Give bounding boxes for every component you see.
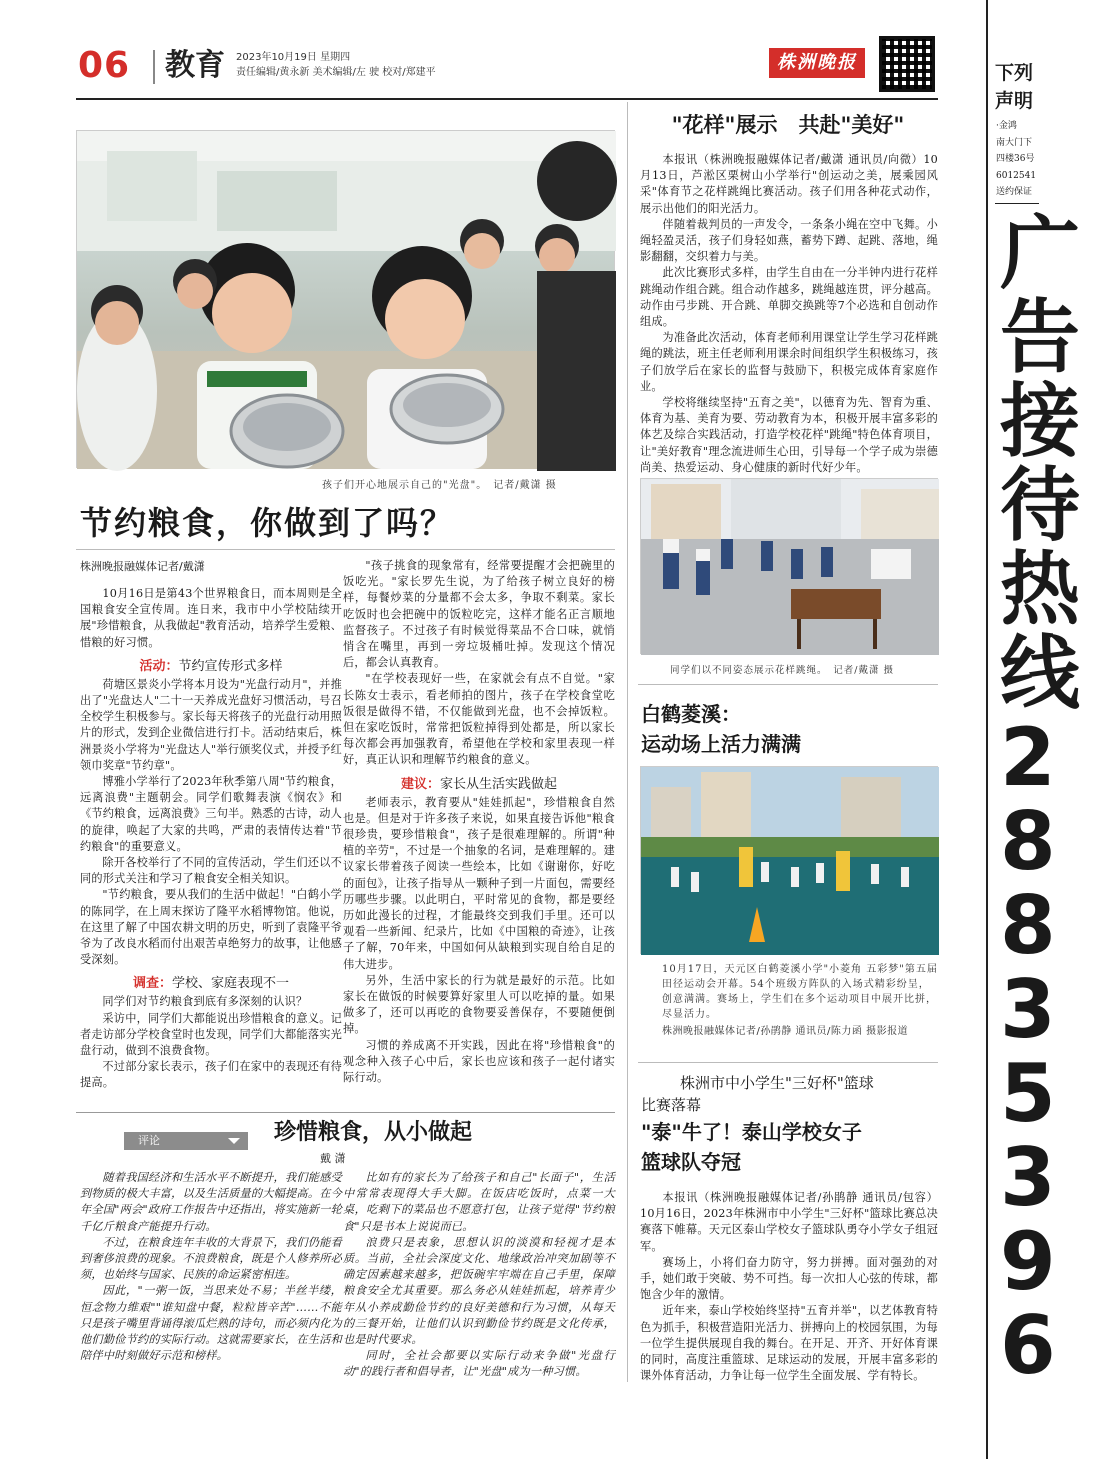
headline-rule <box>76 549 615 550</box>
commentary-tag <box>124 1132 248 1150</box>
paragraph: 学校将继续坚持"五育之美"，以德育为先、智育为重、体育为基、美育为要、劳动教育为本，积极开展丰富多彩的体艺及综合实践活动，打造学校花样"跳绳"特色体育项目，让"美好教育"理念流进师生心田，引导每一个学子成为崇德尚美、热爱运动、身心健康的新时代好少年。 <box>640 396 938 474</box>
edge-line-1: 下列 <box>995 62 1034 84</box>
ad-char: 5 <box>1000 1047 1056 1140</box>
ad-char: 广 <box>1000 207 1080 300</box>
paragraph: 赛场上，小将们奋力防守，努力拼搏。面对强劲的对手，她们敢于突破、势不可挡。每一次扣人心弦的传球，都饱含少年的激情。 <box>640 1255 938 1302</box>
paragraph: 习惯的养成离不开实践，因此在将"珍惜粮食"的观念种入孩子心中后，家长也应该和孩子一起付诸实际行动。 <box>343 1038 615 1085</box>
commentary-col2 <box>343 1170 615 1381</box>
subhead-text: 家长从生活实践做起 <box>440 776 558 792</box>
ad-char: 9 <box>1000 1215 1056 1308</box>
edge-small-text <box>996 118 1040 201</box>
flower-photo-caption: 同学们以不同姿态展示花样跳绳。 记者/戴潇 摄 <box>670 665 894 676</box>
editors-line: 责任编辑/黄永新 美术编辑/左 驶 校对/郑建平 <box>236 67 436 78</box>
paragraph: 老师表示，教育要从"娃娃抓起"，珍惜粮食自然也是。但是对于许多孩子来说，如果直接告诉他"粮食很珍贵，要珍惜粮食"，孩子是很难理解的。所谓"种植的辛劳"，不过是一个抽象的名词，是难理解的。建议家长带着孩子阅读一些绘本，比如《谢谢你，好吃的面包》，让孩子指导从一颗种子到一片面包，需要经历哪些步骤。以此明白，平时常见的食物，都是要经历如此漫长的过程，才能最终交到我们手里。还可以观看一些新闻、纪录片，比如《中国粮的奇迹》，让孩子了解，70年来，中国如何从缺粮到实现自给自足的伟大进步。 <box>343 795 615 971</box>
edge-small-line: 四楼36号 <box>996 154 1035 164</box>
edge-small-line: 6012541 <box>996 170 1037 181</box>
taishan-kicker-1: 株洲市中小学生"三好杯"篮球 <box>680 1074 874 1092</box>
page-edge-rule <box>986 0 988 1459</box>
children-bowls-illustration <box>77 131 616 469</box>
chevron-down-icon <box>228 1138 240 1144</box>
commentary-tag-label: 评论 <box>138 1134 160 1147</box>
paragraph: 10月16日是第43个世界粮食日，而本周则是全国粮食安全宣传周。连日来，我市中小学校陆续开展"珍惜粮食，从我做起"教育活动，培养学生爱粮、惜粮的好习惯。 <box>80 587 342 649</box>
main-byline: 株洲晚报融媒体记者/戴潇 <box>80 560 205 573</box>
paragraph: 浪费只是表象，思想认识的淡漠和轻视才是本质。当前，全社会深度文化、地缘政治冲突加剧等不确定因素越来越多，把饭碗牢牢端在自己手里，保障粮食安全尤其重要。那么务必从娃娃抓起，培养青少年从小养成勤俭节约的良好美德和行为习惯，从每天的三餐开始，让他们认识到勤俭节约既是文化传承，也是时代要求。 <box>343 1235 615 1347</box>
paragraph: 随着我国经济和生活水平不断提升，我们能感受到物质的极大丰富，以及生活质量的大幅提高。在今年全国"两会"政府工作报告中还指出，将实施新一轮千亿斤粮食产能提升行动。 <box>80 1171 342 1233</box>
ad-char: 2 <box>1000 711 1056 804</box>
qr-code-icon <box>879 36 935 92</box>
main-article-col2 <box>343 558 615 1086</box>
paper-logo: 株洲晚报 <box>769 48 865 78</box>
subhead-key: 建议： <box>400 776 440 792</box>
ad-char: 告 <box>1000 291 1080 384</box>
paragraph: "节约粮食，要从我们的生活中做起！"白鹤小学的陈同学，在上周末探访了隆平水稻博物馆。他说，在这里了解了中国农耕文明的历史，听到了袁隆平爷爷为了改良水稻而付出艰苦卓绝努力的故事，让他感受深刻。 <box>80 888 342 967</box>
baihe-photo-caption: 10月17日，天元区白鹤菱溪小学"小菱角 五彩梦"第五届田径运动会开幕。54个班级方阵队的入场式精彩纷呈，创意满满。赛场上，学生们在多个运动项目中展开比拼，尽显活力。 <box>662 964 938 1020</box>
ad-char: 8 <box>1000 795 1056 888</box>
paragraph: "孩子挑食的现象常有，经常要提醒才会把碗里的饭吃光。"家长罗先生说，为了给孩子树立良好的榜样，每餐炒菜的分量都不会太多，争取不剩菜。家长吃饭时也会把碗中的饭粒吃完，这样才能名正言顺地监督孩子。不过孩子有时候觉得菜品不合口味，就悄悄含在嘴里，再到一旁垃圾桶吐掉。发现这个情况后，都会认真教育。 <box>343 559 615 670</box>
ad-hotline <box>1000 207 1080 1392</box>
taishan-kicker-2: 比赛落幕 <box>641 1096 702 1114</box>
column-divider <box>627 102 628 1382</box>
baihe-photo <box>640 766 938 954</box>
main-photo-caption: 孩子们开心地展示自己的"光盘"。 记者/戴潇 摄 <box>322 480 557 491</box>
page-number: 06 <box>78 45 131 86</box>
paragraph: 因此，"一粥一饭，当思来处不易；半丝半缕，恒念物力维艰""谁知盘中餐，粒粒皆辛苦"……不能只是孩子嘴里背诵得滚瓜烂熟的诗句，而必须内化为他们勤俭节约的实际行动。这就需要家长，在生活和陪伴中时刻做好示范和榜样。 <box>80 1284 342 1363</box>
taishan-headline-2: 篮球队夺冠 <box>641 1150 741 1174</box>
ad-char: 6 <box>1000 1299 1056 1392</box>
paragraph: 此次比赛形式多样，由学生自由在一分半钟内进行花样跳绳动作组合跳。组合动作越多，跳绳越连贯，评分越高。动作由弓步跳、开合跳、单脚交换跳等7个必选和自创动作组成。 <box>640 266 938 329</box>
date-line: 2023年10月19日 星期四 <box>236 52 351 63</box>
edge-small-line: 送约保证 <box>996 187 1033 197</box>
taishan-headline-1: "泰"牛了！泰山学校女子 <box>641 1120 862 1144</box>
flower-article-body <box>640 152 938 476</box>
paragraph: 近年来，泰山学校始终坚持"五育并举"，以艺体教育特色为抓手，积极营造阳光活力、拼搏向上的校园氛围，为每一位学生提供展现自我的舞台。在开足、开齐、开好体育课的同时，高度注重篮球、足球运动的发展，开展丰富多彩的课外体育活动，力争让每一位学生全面发展、学有特长。 <box>640 1304 938 1383</box>
subhead-key: 调查： <box>132 976 172 992</box>
paragraph: 采访中，同学们大都能说出珍惜粮食的意义。记者走访部分学校食堂时也发现，同学们大都能落实光盘行动，做到不浪费食物。 <box>80 1011 342 1058</box>
section-rule <box>638 1062 938 1063</box>
paragraph: "在学校表现好一些，在家就会有点不自觉。"家长陈女士表示，看老师拍的图片，孩子在学校食堂吃饭很是做得不错，不仅能做到光盘，也不会掉饭粒。但在家吃饭时，常常把饭粒掉得到处都是，所以家长每次都会再加强教育，希望他在学校和家里表现一样好，真正认识和理解节约粮食的意义。 <box>343 672 615 767</box>
subhead-text: 学校、家庭表现不一 <box>172 976 290 992</box>
subhead-key: 活动： <box>139 658 179 674</box>
edge-small-line: 南大门下 <box>996 137 1033 148</box>
commentary-rule <box>76 1112 615 1113</box>
baihe-credit: 株洲晚报融媒体记者/孙鹃静 通讯员/陈力函 摄影报道 <box>662 1026 909 1037</box>
paragraph: 同时，全社会都要以实际行动来争做"光盘行动"的践行者和倡导者，让"光盘"成为一种习惯。 <box>343 1349 615 1379</box>
paragraph: 为准备此次活动，体育老师利用课堂让学生学习花样跳绳的跳法，班主任老师利用课余时间组织学生积极练习，孩子们放学后在家长的监督与鼓励下，积极完成体育家庭作业。 <box>640 331 938 393</box>
ad-char: 热 <box>1000 543 1080 636</box>
ad-char: 待 <box>1000 459 1080 552</box>
paragraph: 伴随着裁判员的一声发令，一条条小绳在空中飞舞。小绳轻盈灵活，孩子们身轻如燕，蓄势下蹲、起跳、落地，绳影翻翻，交织着力与美。 <box>640 217 938 264</box>
paragraph: 本报讯（株洲晚报融媒体记者/戴潇 通讯员/向微）10月13日，芦淞区栗树山小学举行"创运动之美，展乘园风采"体育节之花样跳绳比赛活动。孩子们用各种花式动作，展示出他们的阳光活力。 <box>640 153 938 215</box>
paragraph: 不过部分家长表示，孩子们在家中的表现还有待提高。 <box>80 1060 342 1090</box>
edge-divider <box>995 203 1039 204</box>
ad-char: 接 <box>1000 375 1080 468</box>
subhead-activity <box>80 655 342 674</box>
main-article-col1 <box>80 586 342 1092</box>
commentary-title: 珍惜粮食，从小做起 <box>274 1120 473 1145</box>
main-photo <box>76 130 615 468</box>
paragraph: 除开各校举行了不同的宣传活动，学生们还以不同的形式关注和学习了粮食安全相关知识。 <box>80 856 342 886</box>
flower-photo <box>640 478 938 654</box>
flower-headline: "花样"展示 共赴"美好" <box>671 112 905 137</box>
baihe-headline-2: 运动场上活力满满 <box>641 732 801 756</box>
section-title: 教育 <box>165 48 225 83</box>
ad-char: 3 <box>1000 963 1056 1056</box>
commentary-col1 <box>80 1170 342 1364</box>
ad-char: 8 <box>1000 879 1056 972</box>
taishan-article-body <box>640 1190 938 1384</box>
subhead-suggestion <box>343 773 615 792</box>
subhead-survey <box>80 972 342 991</box>
paragraph: 博雅小学举行了2023年秋季第八周"节约粮食，远离浪费"主题朝会。同学们歌舞表演《悯农》和《节约粮食，远离浪费》三句半。熟悉的古诗，动人的旋律，唤起了大家的共鸣，严肃的表情传达着"节约粮食"的重要意义。 <box>80 775 342 853</box>
section-rule <box>638 684 938 685</box>
ad-char: 3 <box>1000 1131 1056 1224</box>
paragraph: 荷塘区景炎小学将本月设为"光盘行动月"，并推出了"光盘达人"二十一天养成光盘好习惯活动，号召全校学生积极参与。家长每天将孩子的光盘行动用照片的形式，发到企业微信进行打卡。活动结束后，株洲景炎小学将为"光盘达人"举行颁奖仪式，并授予红领巾奖章"节约章"。 <box>80 677 342 772</box>
edge-line-2: 声明 <box>995 90 1034 112</box>
masthead-rule <box>76 98 938 100</box>
paragraph: 不过，在粮食连年丰收的大背景下，我们仍能看到奢侈浪费的现象。不浪费粮食，既是个人修养所必须，也始终与国家、民族的命运紧密相连。 <box>80 1235 342 1282</box>
paragraph: 比如有的家长为了给孩子和自己"长面子"，生活中常常表现得大手大脚。在饭店吃饭时，点菜一大桌，吃剩下的菜品也不愿意打包，让孩子觉得"节约粮食"只是书本上说说而已。 <box>343 1171 615 1233</box>
sports-meet-illustration <box>641 767 939 955</box>
commentary-author: 戴 潇 <box>320 1152 346 1165</box>
masthead-divider <box>153 50 155 84</box>
paragraph: 另外，生活中家长的行为就是最好的示范。比如家长在做饭的时候要算好家里人可以吃掉的量。如果做多了，还可以再吃的食物要妥善保存，不要随便倒掉。 <box>343 973 615 1036</box>
jump-rope-illustration <box>641 479 939 655</box>
baihe-headline-1: 白鹤菱溪： <box>641 702 741 726</box>
edge-small-line: ·金鸿 <box>996 121 1017 131</box>
subhead-text: 节约宣传形式多样 <box>178 658 283 674</box>
ad-char: 线 <box>1000 627 1080 720</box>
paragraph: 同学们对节约粮食到底有多深刻的认识？ <box>102 995 308 1009</box>
paragraph: 本报讯（株洲晚报融媒体记者/孙鹃静 通讯员/包容）10月16日，2023年株洲市中小学生"三好杯"篮球比赛总决赛落下帷幕。天元区泰山学校女子篮球队勇夺小学女子组冠军。 <box>640 1191 938 1253</box>
main-headline: 节约粮食，你做到了吗？ <box>80 504 455 542</box>
